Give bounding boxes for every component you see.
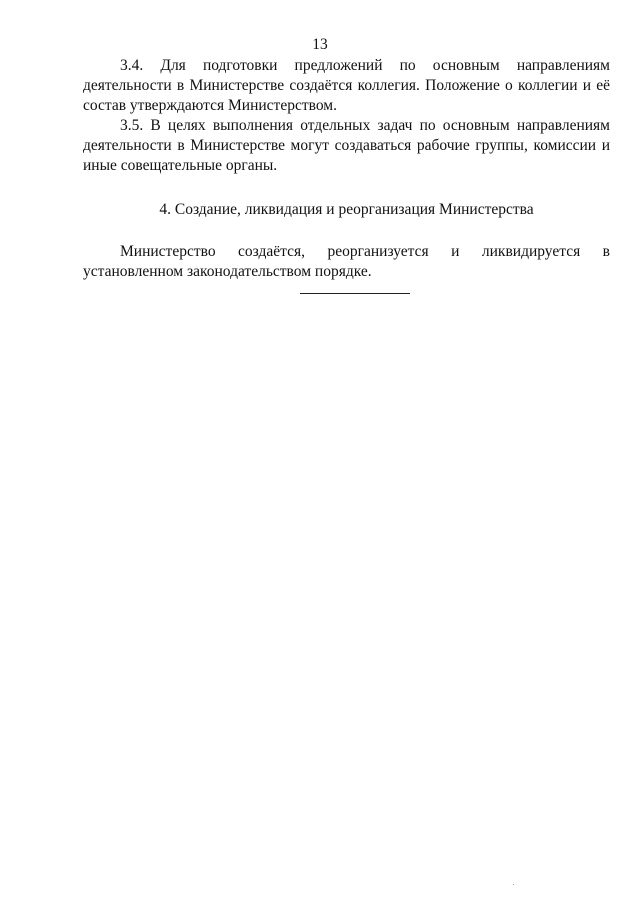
end-separator-line [300,293,410,294]
document-body [83,56,610,282]
scan-speck [513,884,514,885]
section-4-body: Министерство создаётся, реорганизуется и ликвидируется в установленном законодательством порядке. [83,243,610,280]
section-4-heading: 4. Создание, ликвидация и реорганизация Министерства [159,201,534,218]
paragraph-3-4: 3.4. Для подготовки предложений по основным направлениям деятельности в Министерстве создаётся коллегия. Положение о коллегии и её состав утверждаются Министерством. [83,57,610,114]
paragraph-3-5: 3.5. В целях выполнения отдельных задач по основным направлениям деятельности в Министерстве могут создаваться рабочие группы, комиссии и иные совещательные органы. [83,117,610,174]
page-number: 13 [312,36,328,53]
